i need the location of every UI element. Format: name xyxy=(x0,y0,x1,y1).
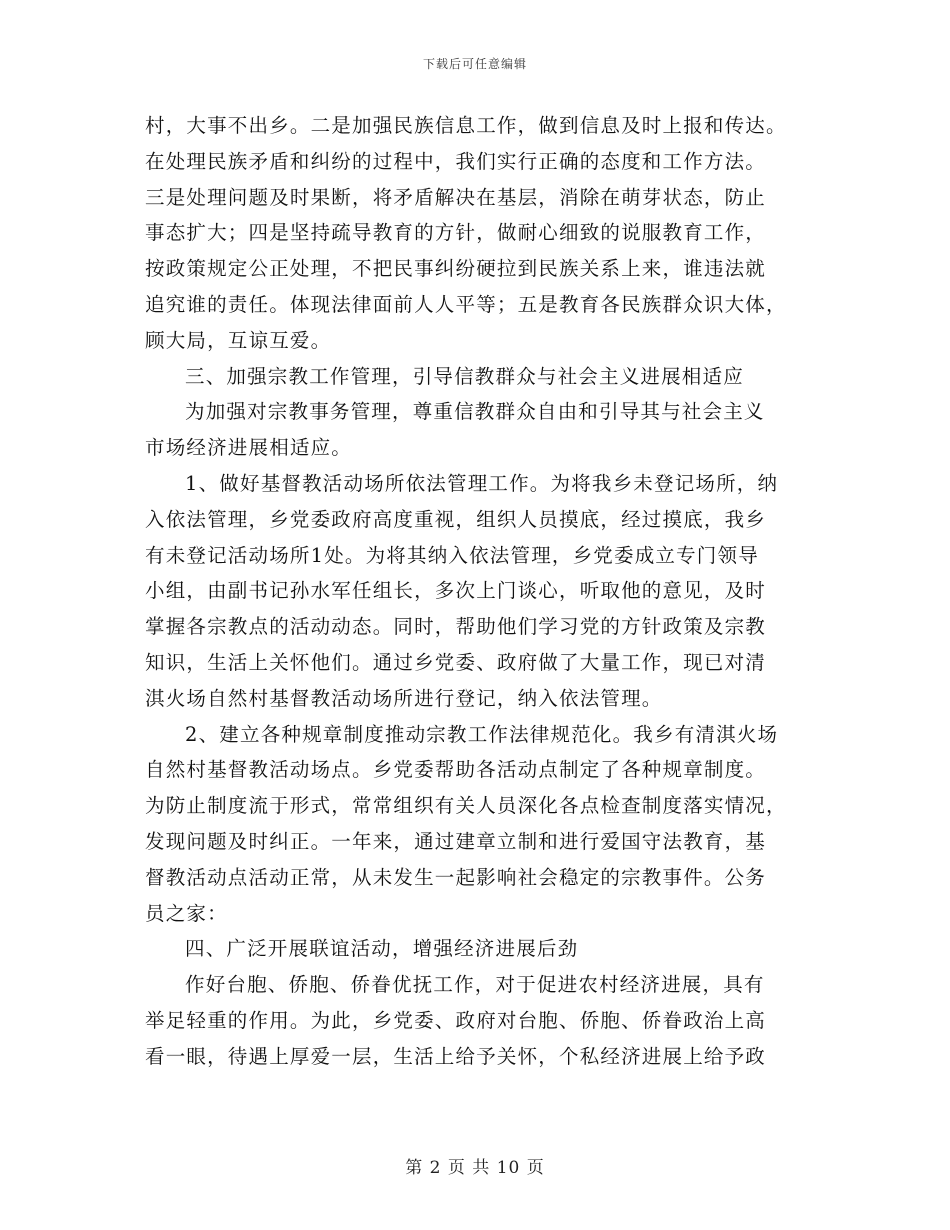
text-line: 淇火场自然村基督教活动场所进行登记，纳入依法管理。 xyxy=(145,686,663,710)
text-line: 自然村基督教活动场点。乡党委帮助各活动点制定了各种规章制度。 xyxy=(145,758,767,782)
text-line: 发现问题及时纠正。一年来，通过建章立制和进行爱国守法教育，基 xyxy=(145,829,767,853)
text-line: 在处理民族矛盾和纠纷的过程中，我们实行正确的态度和工作方法。 xyxy=(145,149,767,173)
text-line: 按政策规定公正处理，不把民事纠纷硬拉到民族关系上来，谁违法就 xyxy=(145,257,767,281)
text-line: 三是处理问题及时果断，将矛盾解决在基层，消除在萌芽状态，防止 xyxy=(145,185,767,209)
text-line: 知识，生活上关怀他们。通过乡党委、政府做了大量工作，现已对清 xyxy=(145,650,767,674)
text-line: 看一眼，待遇上厚爱一层，生活上给予关怀，个私经济进展上给予政 xyxy=(145,1044,767,1068)
text-line: 市场经济进展相适应。 xyxy=(145,436,353,460)
text-line: 追究谁的责任。体现法律面前人人平等；五是教育各民族群众识大体， xyxy=(145,292,787,316)
text-line: 有未登记活动场所1处。为将其纳入依法管理，乡党委成立专门领导 xyxy=(145,543,759,567)
text-line: 顾大局，互谅互爱。 xyxy=(145,328,332,352)
text-line: 三、加强宗教工作管理，引导信教群众与社会主义进展相适应 xyxy=(185,364,744,388)
page-number-footer: 第 2 页 共 10 页 xyxy=(405,1158,545,1178)
text-line: 员之家： xyxy=(145,901,228,925)
text-line: 1、做好基督教活动场所依法管理工作。为将我乡未登记场所，纳 xyxy=(185,471,779,495)
text-line: 督教活动点活动正常，从未发生一起影响社会稳定的宗教事件。公务 xyxy=(145,865,767,889)
text-line: 为加强对宗教事务管理，尊重信教群众自由和引导其与社会主义 xyxy=(185,400,765,424)
text-line: 作好台胞、侨胞、侨眷优抚工作，对于促进农村经济进展，具有 xyxy=(185,973,765,997)
text-line: 入依法管理，乡党委政府高度重视，组织人员摸底，经过摸底，我乡 xyxy=(145,507,767,531)
text-line: 掌握各宗教点的活动动态。同时，帮助他们学习党的方针政策及宗教 xyxy=(145,615,767,639)
text-line: 举足轻重的作用。为此，乡党委、政府对台胞、侨胞、侨眷政治上高 xyxy=(145,1008,767,1032)
text-line: 四、广泛开展联谊活动，增强经济进展后劲 xyxy=(185,937,579,961)
text-line: 小组，由副书记孙水军任组长，多次上门谈心，听取他的意见，及时 xyxy=(145,579,767,603)
text-line: 村，大事不出乡。二是加强民族信息工作，做到信息及时上报和传达。 xyxy=(145,114,787,137)
text-line: 2、建立各种规章制度推动宗教工作法律规范化。我乡有清淇火场 xyxy=(185,722,779,746)
text-line: 为防止制度流于形式，常常组织有关人员深化各点检查制度落实情况， xyxy=(145,794,787,818)
text-line: 事态扩大；四是坚持疏导教育的方针，做耐心细致的说服教育工作， xyxy=(145,221,767,245)
body-text xyxy=(145,108,810,1075)
header-note: 下载后可任意编辑 xyxy=(422,57,527,71)
